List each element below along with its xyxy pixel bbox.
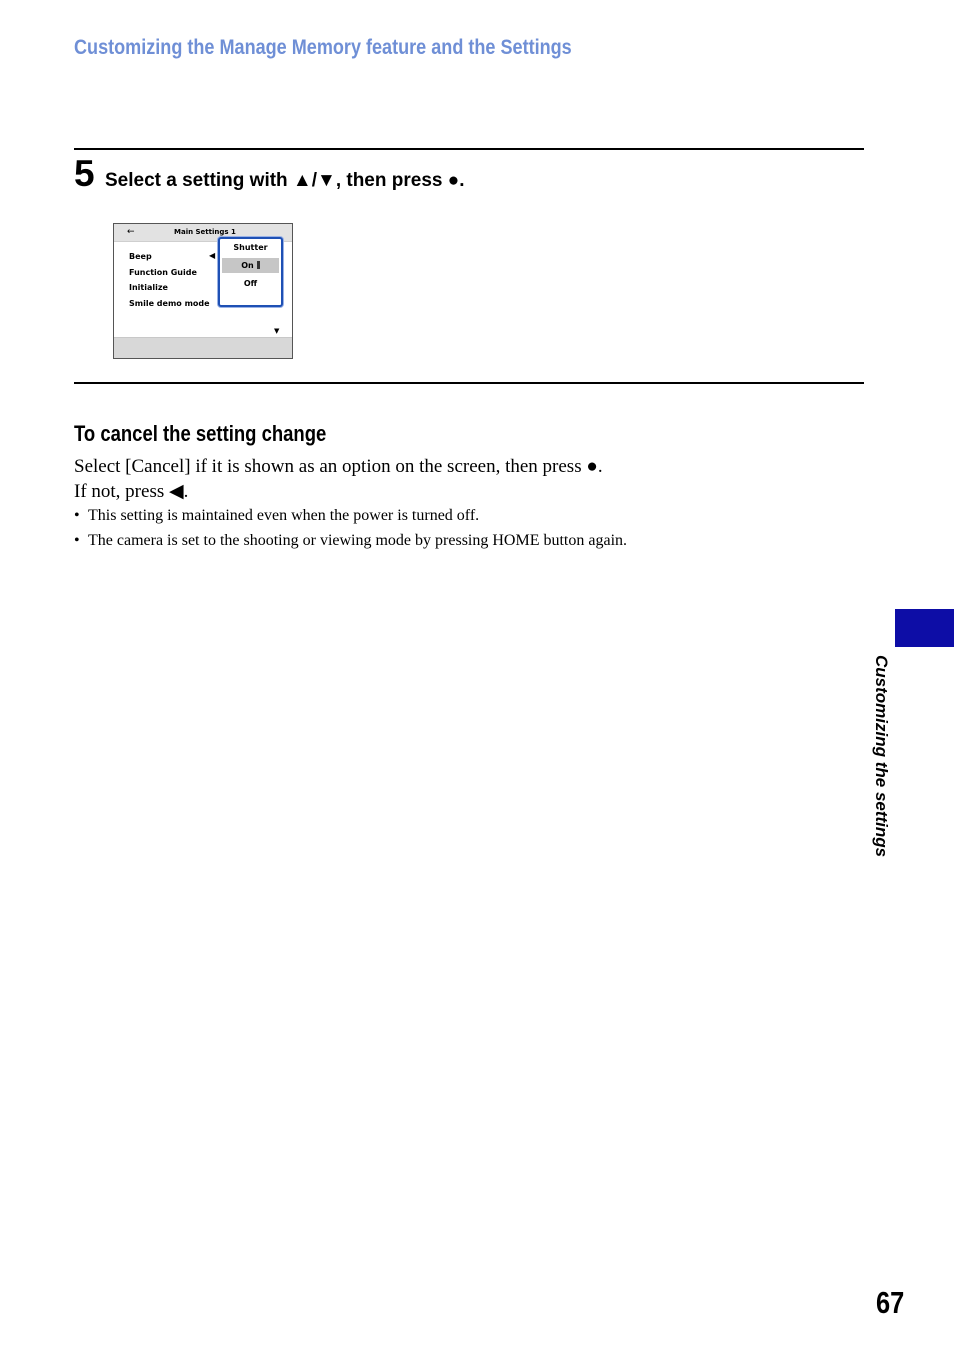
chapter-tab [895,609,954,647]
menu-item-function-guide: Function Guide [129,268,197,277]
note-text-1: This setting is maintained even when the power is turned off. [88,507,480,524]
screen-title: Main Settings 1 [174,228,236,236]
camera-screen-illustration [113,223,293,359]
left-triangle-icon: ◀ [209,251,216,260]
option-off: Off [243,279,258,288]
option-on-selected [222,258,279,273]
note-bullet-1: • This setting is maintained even when the power is turned off. [74,507,480,524]
menu-item-initialize: Initialize [129,283,168,292]
menu-item-beep: Beep [129,252,152,261]
note-bullet-2: • The camera is set to the shooting or viewing mode by pressing HOME button again. [74,532,628,549]
chapter-side-label: Customizing the settings [872,655,891,858]
page-number: 67 [876,1285,905,1320]
step-number: 5 [74,153,95,194]
back-arrow-icon: ← [127,227,135,237]
cancel-line-2: If not, press ◀. [74,481,189,502]
scroll-indicator-icon [257,261,260,269]
option-shutter: Shutter [233,243,268,252]
menu-item-smile-demo-mode: Smile demo mode [129,299,210,308]
top-rule [74,148,864,150]
option-popup [218,237,283,307]
cancel-line-1: Select [Cancel] if it is shown as an option on the screen, then press ●. [74,456,603,477]
screen-bottom-bar [114,337,292,359]
note-text-2: The camera is set to the shooting or viewing mode by pressing HOME button again. [88,532,628,549]
down-triangle-icon: ▼ [274,327,280,335]
section-header-title: Customizing the Manage Memory feature and the Settings [74,36,572,59]
bottom-rule [74,382,864,384]
cancel-heading: To cancel the setting change [74,421,327,446]
option-on-label: On [241,261,254,270]
step-instruction: Select a setting with ▲/▼, then press ●. [105,170,465,191]
